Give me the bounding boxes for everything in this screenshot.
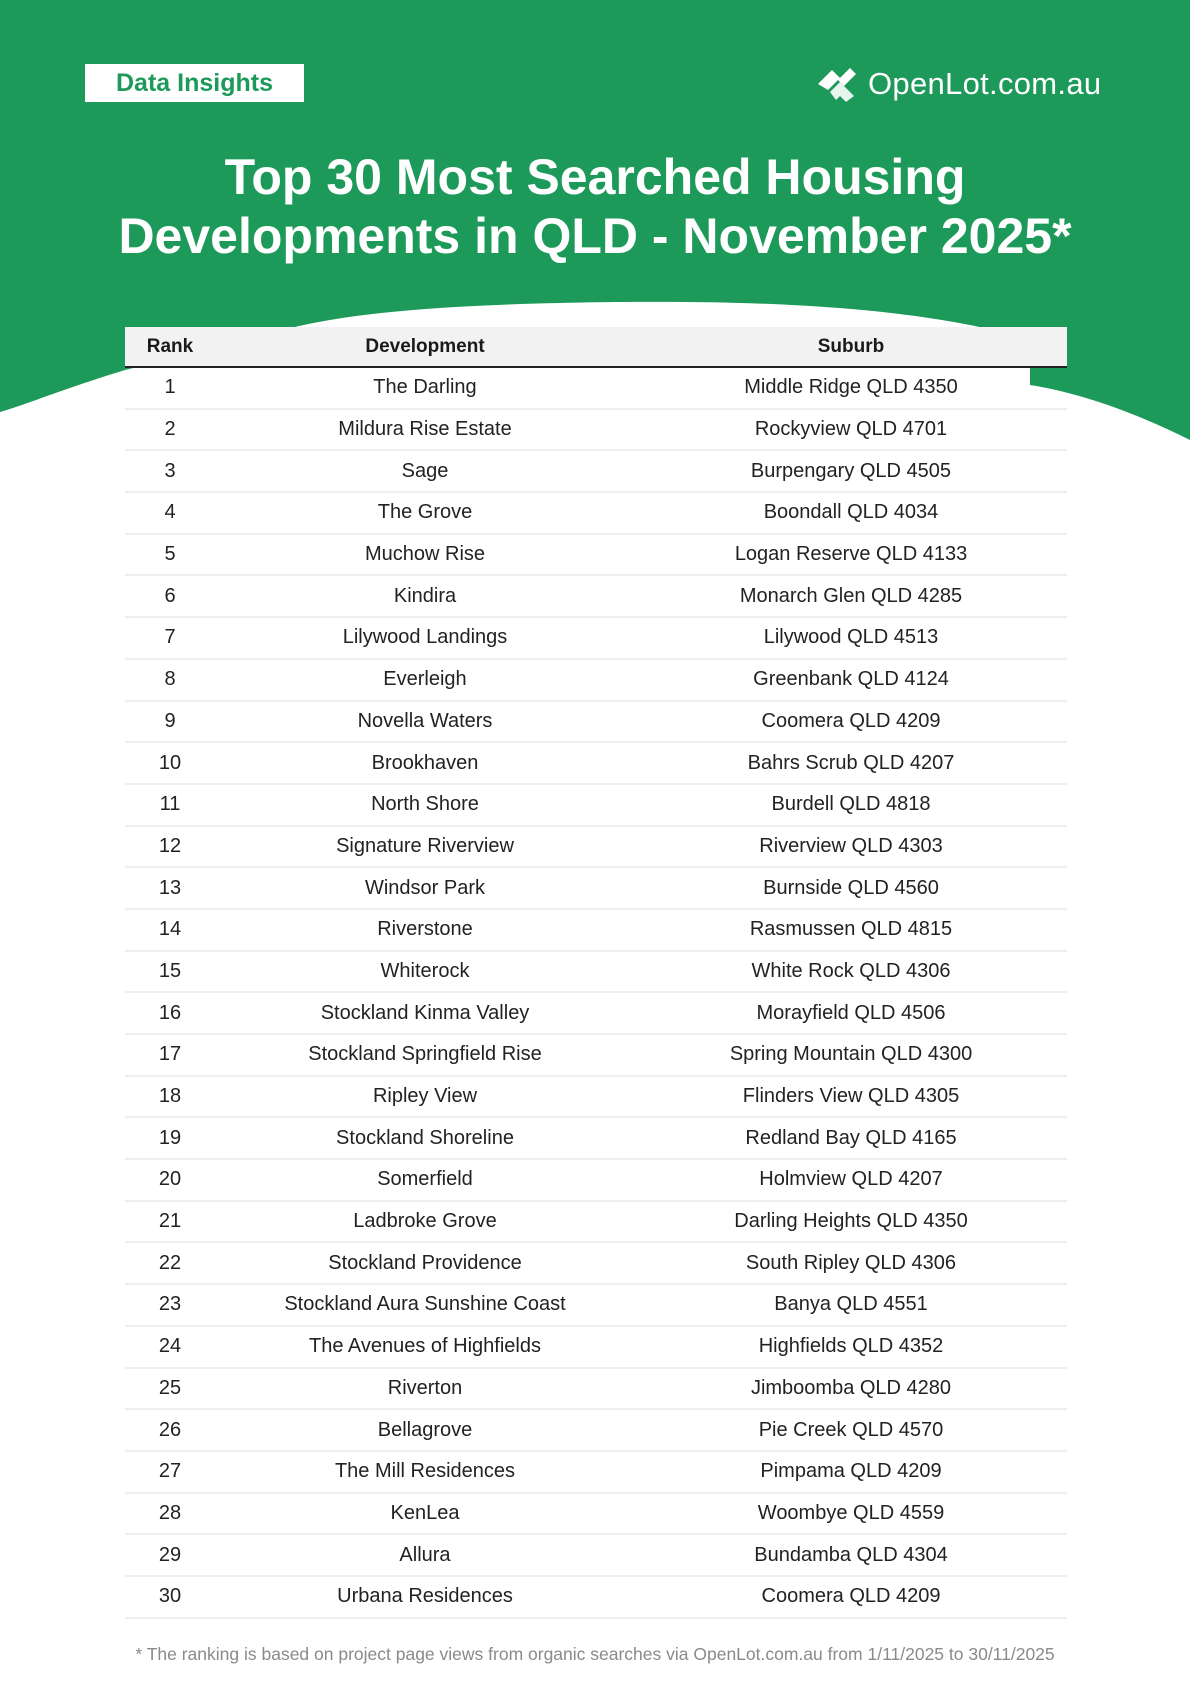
suburb-cell: Greenbank QLD 4124 [635, 659, 1067, 701]
table-row [125, 867, 1067, 909]
suburb-cell: Coomera QLD 4209 [635, 1576, 1067, 1618]
suburb-cell: Pie Creek QLD 4570 [635, 1409, 1067, 1451]
rank-cell: 19 [125, 1117, 215, 1159]
development-cell: Urbana Residences [215, 1576, 635, 1618]
development-cell: Lilywood Landings [215, 617, 635, 659]
rank-cell: 14 [125, 909, 215, 951]
suburb-cell: Holmview QLD 4207 [635, 1159, 1067, 1201]
development-cell: Somerfield [215, 1159, 635, 1201]
footnote: * The ranking is based on project page views from organic searches via OpenLot.com.au from 1/11/2025 to 30/11/2025 [135, 1644, 1055, 1664]
development-cell: KenLea [215, 1493, 635, 1535]
suburb-cell: Burpengary QLD 4505 [635, 450, 1067, 492]
development-cell: Muchow Rise [215, 534, 635, 576]
suburb-cell: Logan Reserve QLD 4133 [635, 534, 1067, 576]
suburb-cell: White Rock QLD 4306 [635, 951, 1067, 993]
development-cell: Mildura Rise Estate [215, 409, 635, 451]
development-cell: Kindira [215, 575, 635, 617]
suburb-cell: Redland Bay QLD 4165 [635, 1117, 1067, 1159]
suburb-cell: Boondall QLD 4034 [635, 492, 1067, 534]
rank-cell: 20 [125, 1159, 215, 1201]
table-row [125, 1409, 1067, 1451]
rank-cell: 26 [125, 1409, 215, 1451]
suburb-cell: Coomera QLD 4209 [635, 701, 1067, 743]
rank-column-header: Rank [125, 327, 215, 367]
rank-cell: 7 [125, 617, 215, 659]
table-row [125, 784, 1067, 826]
table-row [125, 409, 1067, 451]
suburb-cell: Bahrs Scrub QLD 4207 [635, 742, 1067, 784]
suburb-cell: Highfields QLD 4352 [635, 1326, 1067, 1368]
rank-cell: 2 [125, 409, 215, 451]
rank-cell: 4 [125, 492, 215, 534]
suburb-cell: Riverview QLD 4303 [635, 826, 1067, 868]
suburb-cell: South Ripley QLD 4306 [635, 1242, 1067, 1284]
development-cell: Ripley View [215, 1076, 635, 1118]
suburb-cell: Rockyview QLD 4701 [635, 409, 1067, 451]
suburb-cell: Burdell QLD 4818 [635, 784, 1067, 826]
suburb-cell: Flinders View QLD 4305 [635, 1076, 1067, 1118]
development-cell: Everleigh [215, 659, 635, 701]
openlot-logo-icon [816, 64, 858, 104]
title-line-1: Top 30 Most Searched Housing [224, 149, 966, 205]
development-cell: Windsor Park [215, 867, 635, 909]
development-cell: The Darling [215, 367, 635, 409]
rank-cell: 16 [125, 992, 215, 1034]
suburb-cell: Middle Ridge QLD 4350 [635, 367, 1067, 409]
development-cell: Whiterock [215, 951, 635, 993]
table-row [125, 992, 1067, 1034]
table-row [125, 492, 1067, 534]
suburb-cell: Woombye QLD 4559 [635, 1493, 1067, 1535]
table-row [125, 534, 1067, 576]
rank-cell: 18 [125, 1076, 215, 1118]
rank-cell: 5 [125, 534, 215, 576]
rank-cell: 25 [125, 1368, 215, 1410]
table-header-row [125, 327, 1067, 367]
table-row [125, 617, 1067, 659]
development-cell: Stockland Aura Sunshine Coast [215, 1284, 635, 1326]
development-cell: Signature Riverview [215, 826, 635, 868]
rank-cell: 28 [125, 1493, 215, 1535]
brand-name: OpenLot.com.au [868, 66, 1102, 101]
table-row [125, 1534, 1067, 1576]
table-row [125, 909, 1067, 951]
development-cell: The Avenues of Highfields [215, 1326, 635, 1368]
table-body [125, 367, 1067, 1618]
suburb-cell: Spring Mountain QLD 4300 [635, 1034, 1067, 1076]
table-row [125, 659, 1067, 701]
development-cell: The Grove [215, 492, 635, 534]
rank-cell: 12 [125, 826, 215, 868]
rank-cell: 8 [125, 659, 215, 701]
ranking-table-container [125, 327, 1067, 1619]
page-title [60, 148, 1130, 266]
ranking-table [125, 327, 1067, 1619]
rank-cell: 13 [125, 867, 215, 909]
table-row [125, 1326, 1067, 1368]
table-row [125, 1159, 1067, 1201]
rank-cell: 9 [125, 701, 215, 743]
rank-cell: 11 [125, 784, 215, 826]
suburb-cell: Banya QLD 4551 [635, 1284, 1067, 1326]
suburb-cell: Rasmussen QLD 4815 [635, 909, 1067, 951]
development-cell: Ladbroke Grove [215, 1201, 635, 1243]
title-line-2: Developments in QLD - November 2025* [118, 208, 1072, 264]
table-row [125, 1451, 1067, 1493]
rank-cell: 3 [125, 450, 215, 492]
rank-cell: 17 [125, 1034, 215, 1076]
development-cell: Bellagrove [215, 1409, 635, 1451]
table-row [125, 1201, 1067, 1243]
rank-cell: 6 [125, 575, 215, 617]
development-cell: Brookhaven [215, 742, 635, 784]
development-cell: Stockland Springfield Rise [215, 1034, 635, 1076]
suburb-column-header: Suburb [635, 327, 1067, 367]
table-row [125, 1242, 1067, 1284]
development-cell: North Shore [215, 784, 635, 826]
development-cell: Riverstone [215, 909, 635, 951]
suburb-cell: Lilywood QLD 4513 [635, 617, 1067, 659]
rank-cell: 21 [125, 1201, 215, 1243]
suburb-cell: Jimboomba QLD 4280 [635, 1368, 1067, 1410]
table-row [125, 1493, 1067, 1535]
suburb-cell: Bundamba QLD 4304 [635, 1534, 1067, 1576]
development-cell: Allura [215, 1534, 635, 1576]
rank-cell: 30 [125, 1576, 215, 1618]
rank-cell: 1 [125, 367, 215, 409]
rank-cell: 24 [125, 1326, 215, 1368]
table-row [125, 1034, 1067, 1076]
table-row [125, 367, 1067, 409]
table-row [125, 450, 1067, 492]
development-cell: Stockland Providence [215, 1242, 635, 1284]
rank-cell: 22 [125, 1242, 215, 1284]
table-row [125, 701, 1067, 743]
table-row [125, 1576, 1067, 1618]
suburb-cell: Pimpama QLD 4209 [635, 1451, 1067, 1493]
development-cell: Sage [215, 450, 635, 492]
rank-cell: 27 [125, 1451, 215, 1493]
brand-logo[interactable] [816, 64, 1101, 104]
rank-cell: 10 [125, 742, 215, 784]
suburb-cell: Morayfield QLD 4506 [635, 992, 1067, 1034]
development-cell: The Mill Residences [215, 1451, 635, 1493]
rank-cell: 15 [125, 951, 215, 993]
suburb-cell: Darling Heights QLD 4350 [635, 1201, 1067, 1243]
table-row [125, 1076, 1067, 1118]
data-insights-badge: Data Insights [85, 64, 304, 102]
development-cell: Novella Waters [215, 701, 635, 743]
development-cell: Stockland Kinma Valley [215, 992, 635, 1034]
development-cell: Stockland Shoreline [215, 1117, 635, 1159]
development-column-header: Development [215, 327, 635, 367]
suburb-cell: Burnside QLD 4560 [635, 867, 1067, 909]
table-row [125, 1368, 1067, 1410]
rank-cell: 29 [125, 1534, 215, 1576]
rank-cell: 23 [125, 1284, 215, 1326]
table-row [125, 1117, 1067, 1159]
suburb-cell: Monarch Glen QLD 4285 [635, 575, 1067, 617]
table-row [125, 1284, 1067, 1326]
table-row [125, 826, 1067, 868]
development-cell: Riverton [215, 1368, 635, 1410]
table-row [125, 575, 1067, 617]
table-row [125, 742, 1067, 784]
table-row [125, 951, 1067, 993]
